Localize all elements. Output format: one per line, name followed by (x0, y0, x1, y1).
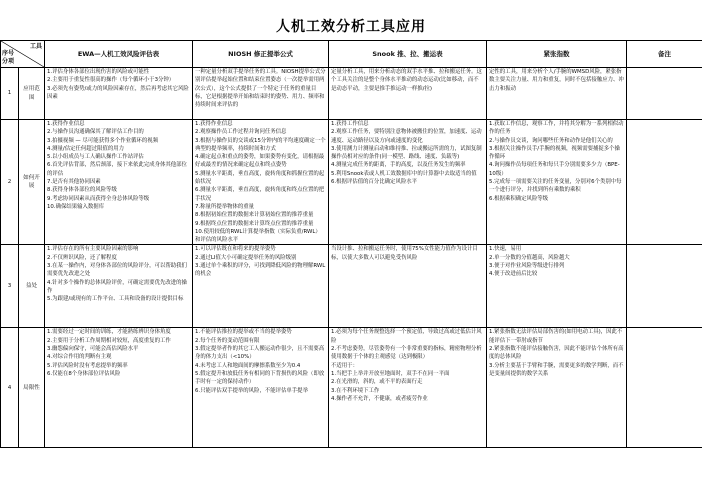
strain-cell (487, 245, 627, 328)
remark-cell (627, 120, 702, 245)
cell-line: 6.根据评估值的百分比确定风险水平 (331, 179, 418, 186)
row-number: 1 (1, 68, 19, 120)
cell-line: 5.评估风险时没有考虑提举的频率 (47, 362, 128, 369)
cell-line: 5.测量水平距离，垂直高度，旋转角度和抓握位置的起始状况 (195, 170, 325, 186)
cell-line: 1.获得作业信息 (195, 121, 233, 127)
row-category: 局限性 (19, 328, 45, 448)
snook-cell (329, 68, 487, 120)
remark-cell (627, 328, 702, 448)
remark-cell (627, 68, 702, 120)
cell-line: 定量分析工具，用来分析动态的双手水平推、拉和搬运任务。这个工具关注的是整个身体水平推动的动态运动(比如移动，而不是动态平动，主要是推手推运动一样推/拉) (331, 69, 482, 92)
cell-line: 4.对综合作用的判断有主观 (47, 354, 112, 361)
col-niosh-header: NIOSH 修正提举公式 (193, 41, 329, 68)
cell-line: 10.使用较低的RWL计算提举指数（实际负重/RWL）和评估的风险水平 (195, 228, 321, 244)
row-category: 如何开展 (19, 120, 45, 245)
header-row (1, 41, 702, 68)
cell-line: 3.分析主要基于手臂和手腕，需要更多的数学判断，而不是变量间提供的数学关系 (489, 362, 624, 377)
cell-line: 6.只能评估双手提举的风险，不能评估单手提举 (195, 387, 308, 394)
cell-line: 10.确保结果输入数据库 (47, 203, 105, 210)
col-ewa-header: EWA—人机工效风险评估表 (45, 41, 193, 68)
cell-line: 3.在不利环境下工作 (331, 387, 380, 394)
col-snook-header: Snook 推、拉、搬运表 (329, 41, 487, 68)
cell-line: 1.获取工作信息，观察工作，并将其分解为一系列相似动作的任务 (489, 121, 624, 136)
cell-line: 定性的工具，用来分析个人/手腕的WMSD风险，紧张指数主要关注力量、用力和重复，同时不包括接触应力、冲击力和振动 (489, 69, 624, 92)
cell-line: 2.主要用于重复性很高的操作（每个循环小于3分钟） (47, 77, 175, 84)
cell-line: 3.根据关注操作员手/手腕的视频，视频需要捕捉多个操作循环 (489, 145, 620, 161)
cell-line: 2.观察工作任务，要特别注意物体被搬住的位置，加速度、运动速度、运动路径以及方向或速度的变化 (331, 129, 482, 144)
remark-cell (627, 245, 702, 328)
cell-line: 2.通过LI值大小可确定提举任务的风险级别 (195, 254, 297, 261)
cell-line: 7.称量所提举物体的重量 (195, 203, 255, 210)
cell-line: 1.需要经过一定时间的训练，才能熟练辨识身体角度 (47, 329, 171, 336)
strain-cell (487, 120, 627, 245)
cell-line: 3.假定提举者作的其它工人搬运动作很少，且不需要高身的体力支出（<10%） (195, 346, 325, 361)
cell-line: 5.利用Snook表或人机工效数据库中的计算器中去取适当的值 (331, 170, 477, 177)
cell-line: 2.在光滑的，斜的，或不平的表面行走 (331, 379, 423, 386)
cell-line: 4.测量完成任务的距离，手的高度，以及任务发生的频率 (331, 162, 466, 169)
ewa-cell (45, 245, 193, 328)
cell-line: 3.通过单个乘积的评分，可找到降低风险的物理解RWL的机会 (195, 263, 326, 278)
cell-line: 1.获得工作信息 (331, 121, 369, 127)
cell-line: 1.快速，易用 (489, 246, 522, 253)
strain-cell (487, 328, 627, 448)
cell-line: 4.便于改进前后比较 (489, 271, 538, 278)
cell-line: 6.根据乘积确定风险等级 (489, 195, 549, 202)
cell-line: 1.获得作业信息 (47, 121, 85, 127)
seq-label: 序号 (2, 50, 15, 57)
corner-header (1, 41, 45, 68)
table-row (1, 120, 702, 245)
cell-line: 3.在某一操作内，对身体各部位的风险评分，可以帮助我们需要优先改进之处 (47, 263, 187, 278)
cell-line: 1.不能评估推拉的提举或不当的提举姿势 (195, 329, 292, 336)
cell-line: 3.使用测力计测量启动和维持推、拉或搬运所需的力，试图复制操作员相对应的条件(同一模型、路线、速度、负载等) (331, 145, 482, 161)
cell-line: 6.仅能在8个身体部位评估风险 (47, 370, 121, 377)
cell-line: 6.测量水平距离，垂直高度，旋转角度和终点位置的把手状况 (195, 187, 325, 202)
snook-cell (329, 328, 487, 448)
row-number: 4 (1, 328, 19, 448)
cell-line: 2.不仅辨识风险，还了解程度 (47, 254, 117, 261)
cell-line: 当设计推、拉和搬运任务时，使用75%女性能力值作为设计目标，以使大多数人可以避免受伤风险 (331, 246, 478, 261)
cell-line: 5.假定提升和放低任务有相同的下背损伤的风险（即放手时有一定的保持动作） (195, 370, 325, 386)
cell-line: 4.确定起点和重点的姿势，如果姿势有变化，请根据最好或最差的情况来确定起点和终点姿势 (195, 154, 325, 169)
row-number: 3 (1, 245, 19, 328)
cell-line: 1.可以评估既在和将来的提举姿势 (195, 246, 276, 253)
cell-line: 2.观察操作员工作过程并询问任务信息 (195, 129, 287, 136)
cell-line: 4.操作者不允许，不健康，或者疲劳作业 (331, 395, 428, 402)
cell-line: 4.测量/估定任何超过限值的用力 (47, 145, 125, 152)
cell-line: 9.根据终点位置的数据来计算终点位置的推荐重量 (195, 220, 314, 227)
cell-line: 3.拍摄视频 — 尽可能获得多个作业循环的视频 (47, 137, 158, 144)
cell-line: 2.紧张指数不能评估接触伤害，因此不能评估个体所有高度的总体风险 (489, 346, 624, 361)
col-strain-header: 紧张指数 (487, 41, 627, 68)
cell-line: 5.为跟建/或现有的工作平台、工具和设备的设计提供目标 (47, 296, 184, 303)
tool-label: 工具 (29, 43, 42, 50)
table-row (1, 328, 702, 448)
strain-cell (487, 68, 627, 120)
snook-cell (329, 245, 487, 328)
cell-line: 2.每个任务的变动范围有限 (195, 337, 260, 344)
cell-line: 3.必须先有姿势/或力的风险因素存在，然后再考虑其它风险因素 (47, 85, 189, 100)
cell-line: 1.必须为每个任务规整选择一个预定值，导致过高或过低估计风险 (331, 329, 482, 344)
niosh-cell (193, 120, 329, 245)
row-number: 2 (1, 120, 19, 245)
cell-line: 4.询问操作员每项任务和每只手分别需要多少力（BPE-10级） (489, 162, 620, 177)
snook-cell (329, 120, 487, 245)
cell-line: 3.根据与操作员的交谈或15分钟内的平均速度确定一个典型的提举频率，持续时间和方式 (195, 137, 326, 152)
cell-line: 1.紧张指数无法评估局部伤害的(如用电动工具)，因此不能评估下一带肘或指节 (489, 329, 623, 344)
cell-line: 5.完成每一项需要关注的任务变量，分别对6个类别中每一个进行评分，并找到所有乘数的乘积 (489, 179, 622, 194)
row-category: 益处 (19, 245, 45, 328)
niosh-cell (193, 328, 329, 448)
cell-line: 不适用于： (331, 362, 358, 369)
cell-line: 1.评估存在的所有主要风险因素的影响 (47, 246, 139, 253)
cell-line: 1.当把手上举并开放至地面时，双手不在同一平面 (331, 370, 450, 377)
category-label: 分项 (2, 57, 15, 65)
cell-line: 3.便于对作业风险等级进行排列 (489, 263, 565, 270)
ergonomics-table (0, 40, 702, 448)
cell-line: 2.单一分数的分值越高，风险越大 (489, 254, 570, 261)
col-remark-header: 备注 (627, 41, 702, 68)
table-row (1, 245, 702, 328)
row-category: 应用范围 (19, 68, 45, 120)
cell-line: 2.与操作员沟通确保其了解评估工作目的 (47, 129, 144, 136)
cell-line: 8.获得身体各部位的风险等级 (47, 187, 117, 194)
cell-line: 4.针对多个操作的总体风险评价，可确定需要优先改进的操作 (47, 279, 187, 294)
cell-line: 3.幽怨偏向保守，可能会高估风险水平 (47, 346, 139, 353)
cell-line: 9.考虑协同因素从而获得全身总体风险等级 (47, 195, 150, 202)
cell-line: 2.主要用于分析工作周期相对较短，高度重复的工作 (47, 337, 171, 344)
cell-line: 7.是否有其他协同因素 (47, 179, 101, 186)
ewa-cell (45, 68, 193, 120)
table-row (1, 68, 702, 120)
cell-line: 2.与操作员交谈，询问哪些任务和动作是他们关心的 (489, 137, 613, 144)
cell-line: 一种定量分析双手提举任务的工具。NIOSH提举公式分别评估提举起始位置和结束位置姿态（一次提举需用两次公式），这个公式提供了一个特定于任务的重量目标，它是根据提举开始和结束时的姿势、用力、频率和持续时间来评估的 (195, 69, 326, 109)
document-title: 人机工效分析工具应用 (276, 19, 426, 35)
cell-line: 6.首先评估背部，然后颈部，接下来依此完成身体其他部位的评估 (47, 162, 187, 177)
niosh-cell (193, 245, 329, 328)
ewa-cell (45, 120, 193, 245)
cell-line: 1.评估身体各部位出现伤害的风险或可能性 (47, 69, 150, 75)
cell-line: 4.未考虑工人和地面间的摩擦系数至少为0.4 (195, 362, 301, 369)
ewa-cell (45, 328, 193, 448)
cell-line: 8.根据初始位置的数据来计算初始位置的推荐重量 (195, 212, 314, 219)
cell-line: 5.以小组成员与工人确认操作工作站评估 (47, 154, 144, 161)
cell-line: 2.不考虑姿势，尽管姿势有一个非常重要的指标，精密物理分析使用数据于个体的主观感觉（达到极限） (331, 346, 482, 361)
niosh-cell (193, 68, 329, 120)
